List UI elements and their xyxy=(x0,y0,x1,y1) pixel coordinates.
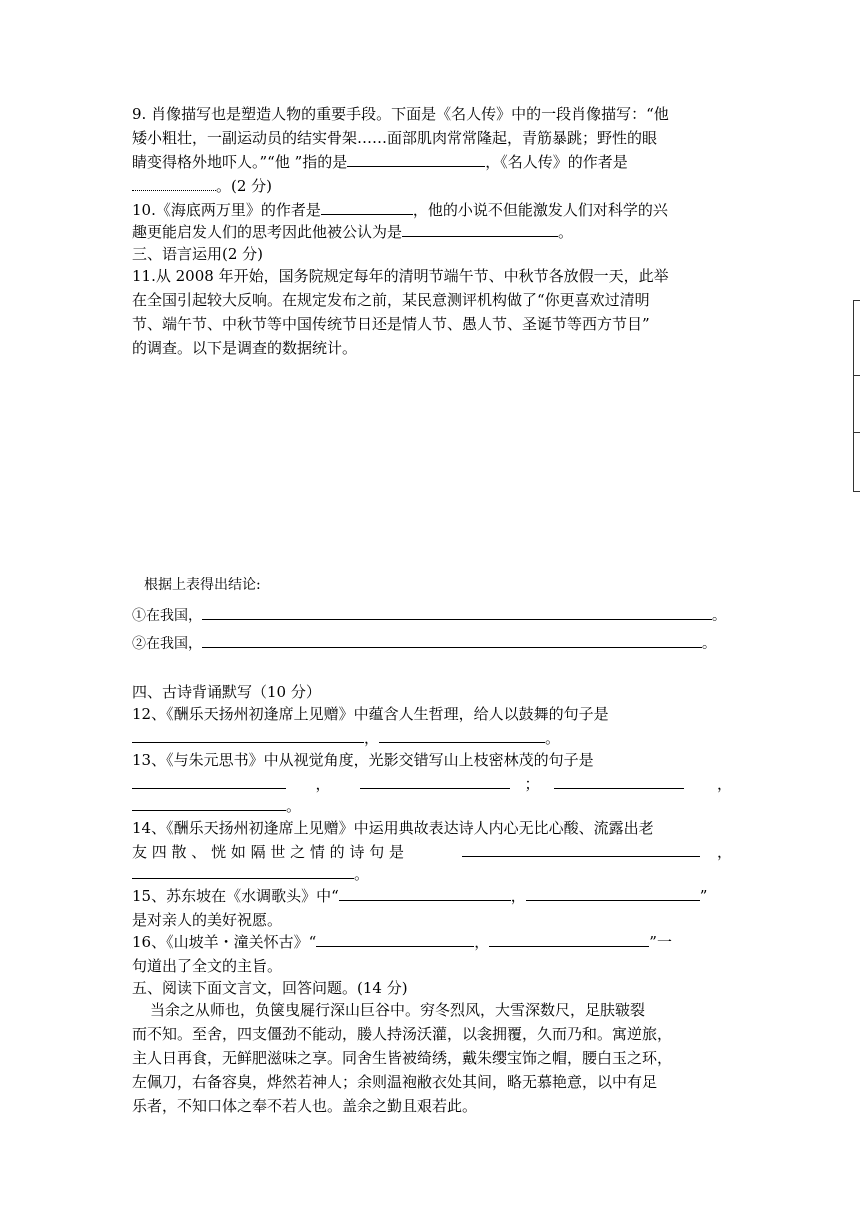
q10-answer-blank-author[interactable] xyxy=(321,200,413,215)
q16-answer-blank-2[interactable] xyxy=(489,932,649,947)
q13-line-2 xyxy=(132,774,732,794)
q14-end: 。 xyxy=(354,865,370,883)
q12-line-2 xyxy=(132,728,732,748)
conclusion-answer-blank-2[interactable] xyxy=(202,633,702,648)
q12-comma: ， xyxy=(364,729,380,747)
q9-answer-blank-author[interactable] xyxy=(132,176,216,191)
q9-line-3 xyxy=(132,152,732,172)
passage-line-4: 左佩刀，右备容臭，烨然若神人；余则温袍敝衣处其间，略无慕艳意，以中有足 xyxy=(132,1073,658,1091)
q10-text-a: 10.《海底两万里》的作者是 xyxy=(132,201,321,219)
q13-semicolon: ； xyxy=(524,775,540,793)
q16-text-b: ”一 xyxy=(649,933,672,951)
q9-line-4 xyxy=(132,176,732,196)
q15-line-2: 是对亲人的美好祝愿。 xyxy=(132,911,283,929)
q13-comma-2: ， xyxy=(716,775,732,793)
q14-line-3 xyxy=(132,864,732,884)
q11-line-3: 节、端午节、中秋节等中国传统节日还是情人节、愚人节、圣诞节等西方节目” xyxy=(132,315,650,333)
conclusion-item-1-label: ①在我国， xyxy=(132,608,202,624)
q14-line-1: 14、《酬乐天扬州初逢席上见赠》中运用典故表达诗人内心无比心酸、流露出老 xyxy=(132,819,654,837)
conclusion-item-2-end: 。 xyxy=(702,636,716,652)
q12-answer-blank-1[interactable] xyxy=(132,728,364,743)
q15-answer-blank-1[interactable] xyxy=(339,886,511,901)
section-3-title: 三、语言运用(2 分) xyxy=(132,245,264,263)
q15-text-a: 15、苏东坡在《水调歌头》中“ xyxy=(132,887,339,905)
conclusion-item-1 xyxy=(132,605,732,626)
q13-answer-blank-2[interactable] xyxy=(360,774,510,789)
q12-line-1: 12、《酬乐天扬州初逢席上见赠》中蕴含人生哲理，给人以鼓舞的句子是 xyxy=(132,705,609,723)
q10-period: 。 xyxy=(558,223,574,241)
q9-score: 。(2 分) xyxy=(216,177,273,195)
q9-line-2: 矮小粗壮，一副运动员的结实骨架……面部肌肉常常隆起，青筋暴跳；野性的眼 xyxy=(132,129,658,147)
passage-line-2: 而不知。至舍，四支僵劲不能动，媵人持汤沃灌，以衾拥覆，久而乃和。寓逆旅， xyxy=(132,1025,673,1043)
passage-line-1: 当余之从师也，负箧曳屣行深山巨谷中。穷冬烈风，大雪深数尺，足肤皲裂 xyxy=(150,1001,646,1019)
q10-line-1 xyxy=(132,200,732,220)
q15-comma: ， xyxy=(510,887,526,905)
q10-line-2 xyxy=(132,222,732,242)
q9-line-3-text-a: 睛变得格外地吓人。”“他 ”指的是 xyxy=(132,153,348,171)
conclusion-item-1-end: 。 xyxy=(712,608,726,624)
q10-answer-blank-title[interactable] xyxy=(402,222,558,237)
q13-comma-1: ， xyxy=(315,775,331,793)
q13-line-1: 13、《与朱元思书》中从视觉角度，光影交错写山上枝密林茂的句子是 xyxy=(132,751,594,769)
q11-line-2: 在全国引起较大反响。在规定发布之前，某民意测评机构做了“你更喜欢过清明 xyxy=(132,291,650,309)
q12-answer-blank-2[interactable] xyxy=(379,728,545,743)
q14-answer-blank-1[interactable] xyxy=(462,842,700,857)
q16-answer-blank-1[interactable] xyxy=(316,932,474,947)
q16-comma: ， xyxy=(474,933,490,951)
conclusion-item-2-label: ②在我国， xyxy=(132,636,202,652)
q11-line-1: 11.从 2008 年开始，国务院规定每年的清明节端午节、中秋节各放假一天，此举 xyxy=(132,267,669,285)
q14-comma: ， xyxy=(716,843,732,861)
q14-line-2-text: 友 四 散 、 恍 如 隔 世 之 情 的 诗 句 是 xyxy=(132,843,404,861)
q14-line-2 xyxy=(132,842,732,862)
q9-answer-blank-who[interactable] xyxy=(347,152,485,167)
q10-text-b: ，他的小说不但能激发人们对科学的兴 xyxy=(412,201,668,219)
passage-line-5: 乐者，不知口体之奉不若人也。盖余之勤且艰若此。 xyxy=(132,1097,478,1115)
section-4-title: 四、古诗背诵默写（10 分） xyxy=(132,683,321,701)
conclusion-item-2 xyxy=(132,633,732,654)
q12-end: 。 xyxy=(545,729,561,747)
q10-text-c: 趣更能启发人们的思考因此他被公认为是 xyxy=(132,223,403,241)
survey-table-row-divider xyxy=(853,432,860,433)
q13-line-3 xyxy=(132,796,732,816)
q15-line-1 xyxy=(132,886,732,906)
q15-answer-blank-2[interactable] xyxy=(526,886,700,901)
q11-line-4: 的调查。以下是调查的数据统计。 xyxy=(132,339,358,357)
q16-line-1 xyxy=(132,932,732,952)
q9-line-3-text-b: ，《名人传》的作者是 xyxy=(485,153,628,171)
section-5-title: 五、阅读下面文言文，回答问题。(14 分) xyxy=(132,979,408,997)
q13-answer-blank-4[interactable] xyxy=(132,796,286,811)
q13-answer-blank-1[interactable] xyxy=(132,774,286,789)
q13-end: 。 xyxy=(286,797,302,815)
q15-quote-end: ” xyxy=(699,887,708,905)
passage-line-3: 主人日再食，无鲜肥滋味之享。同舍生皆被绮绣，戴朱缨宝饰之帽，腰白玉之环， xyxy=(132,1049,673,1067)
conclusion-answer-blank-1[interactable] xyxy=(202,605,712,620)
q16-line-2: 句道出了全文的主旨。 xyxy=(132,957,283,975)
conclusion-title: 根据上表得出结论: xyxy=(144,577,261,593)
survey-table-edge xyxy=(853,300,860,492)
survey-table-row-divider xyxy=(853,375,860,376)
q13-answer-blank-3[interactable] xyxy=(554,774,684,789)
q16-text-a: 16、《山坡羊・潼关怀古》“ xyxy=(132,933,317,951)
q14-answer-blank-2[interactable] xyxy=(132,864,354,879)
q9-line-1: 9. 肖像描写也是塑造人物的重要手段。下面是《名人传》中的一段肖像描写：“他 xyxy=(132,105,669,123)
